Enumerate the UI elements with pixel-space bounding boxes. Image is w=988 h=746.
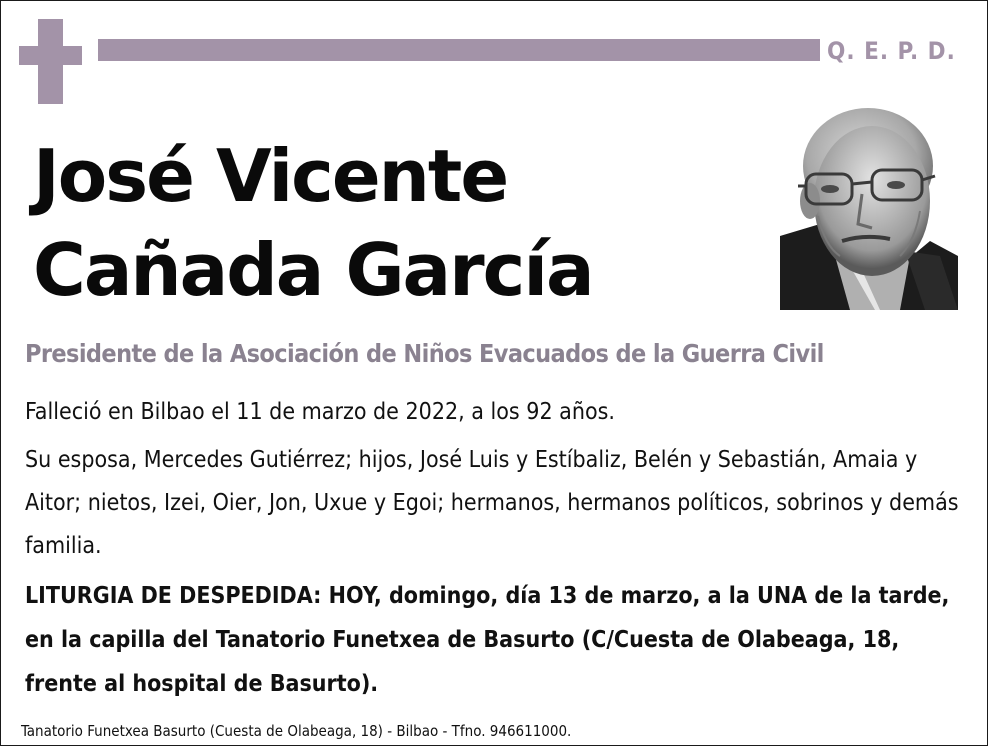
funeral-home-footer: Tanatorio Funetxea Basurto (Cuesta de Olabeaga, 18) - Bilbao - Tfno. 946611000. — [21, 722, 572, 740]
cross-horizontal-bar — [19, 46, 82, 65]
header-rule — [98, 39, 820, 61]
deceased-name — [33, 129, 593, 317]
qepd-label: Q. E. P. D. — [827, 37, 956, 65]
name-line-2: Cañada García — [33, 228, 593, 312]
portrait-illustration — [780, 106, 958, 310]
liturgy-text: LITURGIA DE DESPEDIDA: HOY, domingo, día 13 de marzo, a la UNA de la tarde, en la capilla del Tanatorio Funetxea de Basurto (C/Cuesta de Olabeaga, 18, frente al hospital de Basurto). — [25, 583, 950, 697]
name-line-1: José Vicente — [33, 134, 508, 218]
death-notice-text: Falleció en Bilbao el 11 de marzo de 2022, a los 92 años. — [25, 399, 615, 425]
deceased-role: Presidente de la Asociación de Niños Evacuados de la Guerra Civil — [25, 339, 824, 368]
portrait-photo — [780, 106, 958, 310]
family-text: Su esposa, Mercedes Gutiérrez; hijos, José Luis y Estíbaliz, Belén y Sebastián, Amaia y Aitor; nietos, Izei, Oier, Jon, Uxue y Egoi; hermanos, hermanos políticos, sobrinos y demás familia. — [25, 447, 959, 559]
